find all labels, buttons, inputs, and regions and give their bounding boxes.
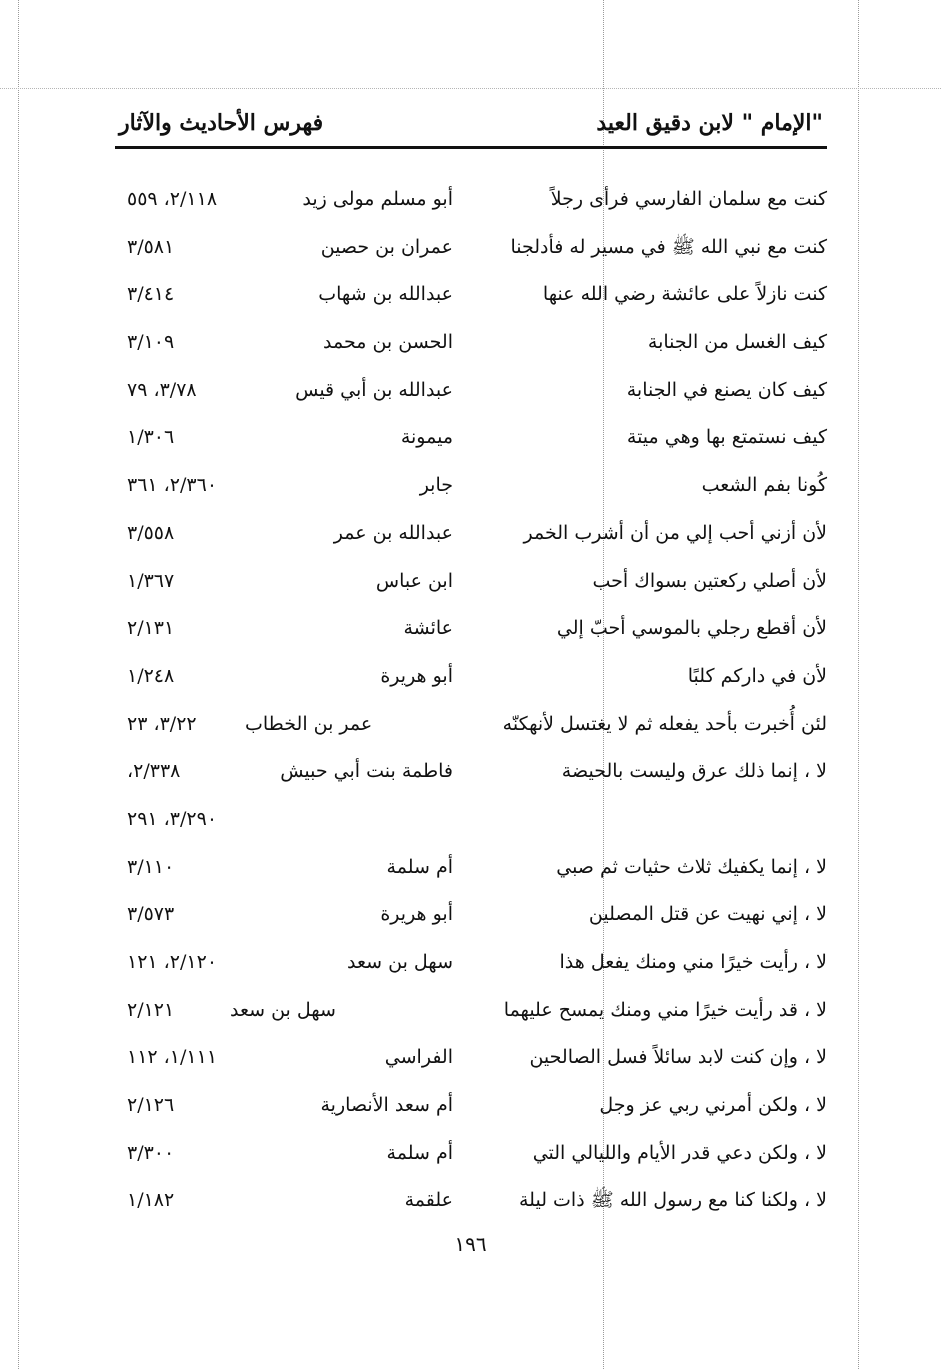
hadith-text: لا ، رأيت خيرًا مني ومنك يفعل هذا	[559, 951, 827, 973]
index-entry	[115, 367, 827, 415]
reference: ١/١٨٢	[127, 1189, 175, 1212]
reference: ٣/٥٧٣	[127, 903, 175, 926]
reference: ٢/١١٨، ٥٥٩	[127, 188, 218, 210]
index-entry	[115, 271, 827, 319]
index-entry	[115, 939, 827, 987]
hadith-text: لأن أقطع رجلي بالموسي أحبّ إلي	[556, 617, 827, 640]
hadith-text: كُونا بفم الشعب	[701, 474, 827, 497]
narrator: ميمونة	[400, 426, 453, 449]
hadith-text: كنت مع نبي الله ﷺ في مسير له فأدلجنا	[510, 235, 827, 258]
reference: ٣/٧٨، ٧٩	[127, 378, 197, 401]
hadith-text: لا ، ولكن دعي قدر الأيام والليالي التي	[532, 1141, 827, 1164]
scan-guide-line	[18, 0, 19, 1369]
page-header	[115, 110, 827, 146]
hadith-text: لا ، ولكنا كنا مع رسول الله ﷺ ذات ليلة	[519, 1189, 827, 1212]
hadith-text: كيف كان يصنع في الجنابة	[626, 378, 827, 401]
narrator: أم سلمة	[386, 1141, 453, 1164]
index-entry	[115, 891, 827, 939]
reference: ١/٣٠٦	[127, 426, 175, 449]
reference: ٢/١٢١	[127, 998, 175, 1021]
index-entry	[115, 605, 827, 653]
index-entry	[115, 844, 827, 892]
reference: ٣/٥٥٨	[127, 521, 175, 544]
scan-guide-line	[0, 88, 941, 89]
index-entry	[115, 414, 827, 462]
hadith-text: كنت مع سلمان الفارسي فرأى رجلاً	[550, 188, 827, 210]
index-entry	[115, 748, 827, 796]
reference: ١/٣٦٧	[127, 569, 175, 592]
reference: ٣/٢٩٠، ٢٩١	[127, 807, 218, 830]
hadith-text: لا ، قد رأيت خيرًا مني ومنك يمسح عليهما	[503, 998, 827, 1021]
narrator: أبو هريرة	[380, 664, 453, 687]
index-entry	[115, 1177, 827, 1225]
reference: ٣/٥٨١	[127, 235, 175, 258]
hadith-text: لا ، إنما ذلك عرق وليست بالحيضة	[561, 760, 827, 783]
hadith-text: لأن أزني أحب إلي من أن أشرب الخمر	[523, 521, 827, 544]
index-entry	[115, 462, 827, 510]
index-entry	[115, 558, 827, 606]
narrator: علقمة	[404, 1189, 453, 1212]
narrator: أم سعد الأنصارية	[320, 1094, 453, 1117]
narrator: سهل بن سعد	[230, 998, 336, 1021]
narrator: سهل بن سعد	[347, 951, 453, 973]
narrator: أبو مسلم مولى زيد	[302, 188, 453, 210]
hadith-text: لئن أُخبرت بأحد يفعله ثم لا يغتسل لأنهكنّه	[502, 712, 827, 735]
index-entry	[115, 987, 827, 1035]
narrator: أبو هريرة	[380, 903, 453, 926]
hadith-text: كيف نستمتع بها وهي ميتة	[626, 426, 827, 449]
reference: ٢/٣٦٠، ٣٦١	[127, 474, 218, 497]
index-entry	[115, 1130, 827, 1178]
index-entry	[115, 510, 827, 558]
reference: ١/٢٤٨	[127, 664, 175, 687]
narrator: ابن عباس	[375, 569, 453, 592]
narrator: عبدالله بن أبي قيس	[295, 378, 453, 401]
index-entry	[115, 319, 827, 367]
index-entry	[115, 224, 827, 272]
narrator: عبدالله بن شهاب	[318, 283, 453, 306]
narrator: عائشة	[403, 617, 453, 640]
hadith-text: لا ، وإن كنت لابد سائلاً فسل الصالحين	[529, 1046, 827, 1069]
index-entry	[115, 653, 827, 701]
book-title: "الإمام " لابن دقيق العيد	[596, 110, 823, 136]
index-entries	[115, 176, 827, 1225]
reference: ٣/٣٠٠	[127, 1141, 175, 1164]
index-title: فهرس الأحاديث والآثار	[119, 110, 324, 136]
index-entry	[115, 796, 827, 844]
reference: ٣/٤١٤	[127, 283, 175, 306]
narrator: الحسن بن محمد	[323, 331, 453, 354]
reference: ١/١١١، ١١٢	[127, 1046, 218, 1069]
hadith-text: لا ، إني نهيت عن قتل المصلين	[588, 903, 827, 926]
header-rule	[115, 146, 827, 149]
page-number: ١٩٦	[454, 1232, 487, 1256]
index-entry	[115, 176, 827, 224]
reference: ٣/١١٠	[127, 855, 175, 878]
index-entry	[115, 1082, 827, 1130]
narrator: عبدالله بن عمر	[333, 521, 453, 544]
narrator: عمر بن الخطاب	[245, 712, 373, 735]
narrator: فاطمة بنت أبي حبيش	[280, 760, 453, 783]
hadith-text: كنت نازلاً على عائشة رضي الله عنها	[542, 283, 827, 306]
hadith-text: لأن في داركم كلبًا	[687, 664, 827, 687]
hadith-text: كيف الغسل من الجنابة	[647, 331, 827, 354]
scan-guide-line	[858, 0, 859, 1369]
hadith-text: لأن أصلي ركعتين بسواك أحب	[592, 569, 827, 592]
narrator: الفراسي	[384, 1046, 453, 1069]
index-entry	[115, 701, 827, 749]
reference: ٢/١٢٦	[127, 1094, 175, 1117]
hadith-text: لا ، إنما يكفيك ثلاث حثيات ثم صبي	[556, 855, 827, 878]
reference: ٢/١٣١	[127, 617, 175, 640]
narrator: أم سلمة	[386, 855, 453, 878]
reference: ٣/٢٢، ٢٣	[127, 712, 197, 735]
hadith-text: لا ، ولكن أمرني ربي عز وجل	[599, 1094, 827, 1117]
index-entry	[115, 1034, 827, 1082]
reference: ٢/١٢٠، ١٢١	[127, 951, 218, 973]
reference: ٣/١٠٩	[127, 331, 175, 354]
narrator: عمران بن حصين	[320, 235, 453, 258]
narrator: جابر	[419, 474, 453, 497]
reference: ٢/٣٣٨،	[127, 760, 181, 783]
